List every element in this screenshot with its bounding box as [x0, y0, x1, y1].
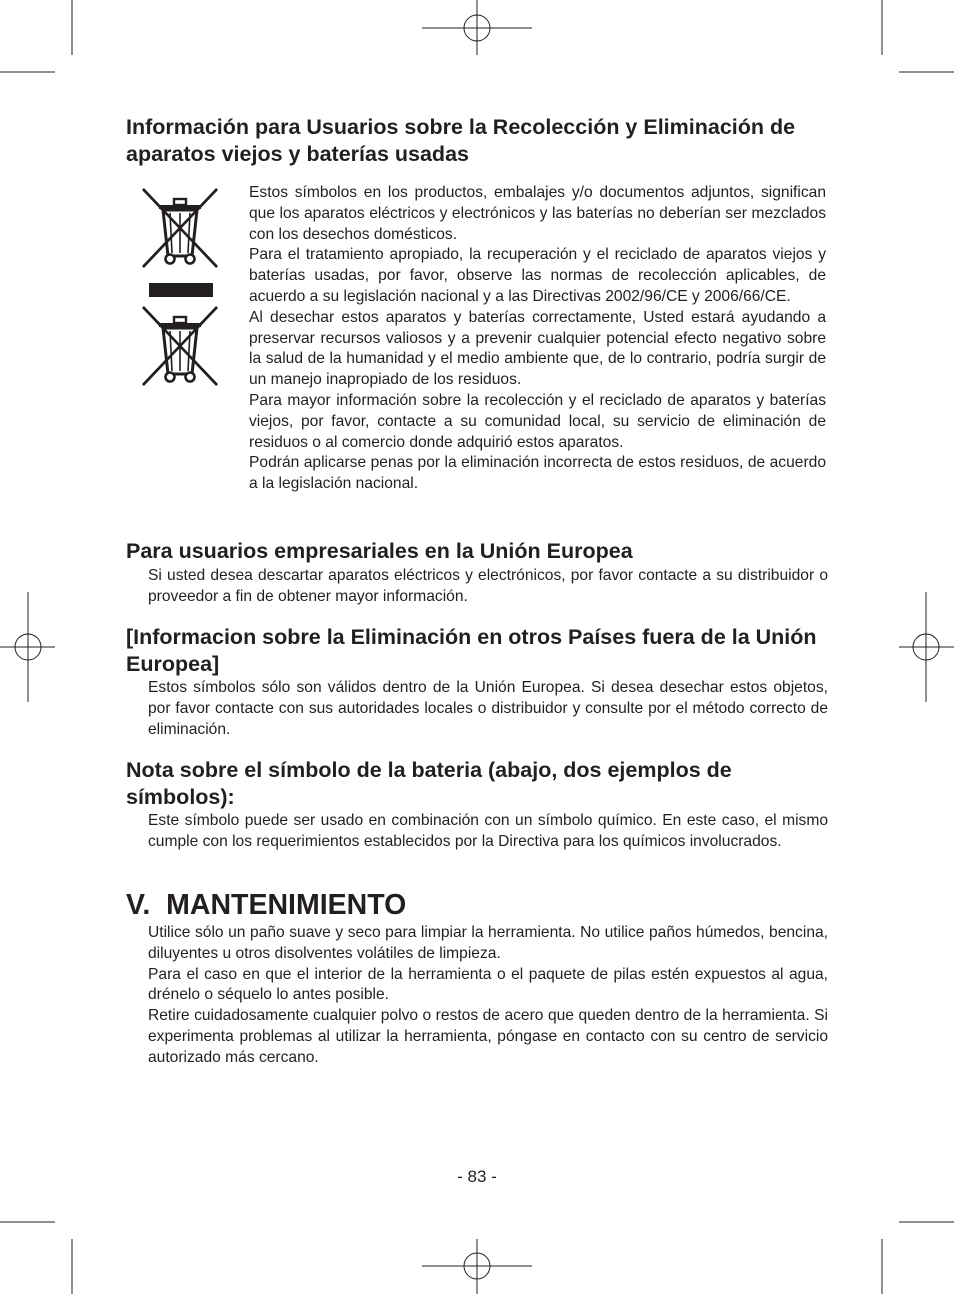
battery-note-heading: Nota sobre el símbolo de la bateria (abajo, dos ejemplos de símbolos):	[126, 758, 732, 809]
crossed-out-wheelie-bin-icon	[140, 304, 220, 388]
recycling-info-body	[249, 183, 826, 495]
business-users-body	[148, 566, 828, 608]
weee-symbols	[140, 186, 220, 392]
paragraph: Al desechar estos aparatos y baterías correctamente, Usted estará ayudando a preservar recursos valiosos y a prevenir cualquier potencial efecto negativo sobre la salud de la humanidad y el medio ambiente que, de lo contrario, podría surgir de un manejo inapropiado de los residuos.	[249, 308, 826, 389]
paragraph: Para el caso en que el interior de la herramienta o el paquete de pilas estén expuestos al agua, drénelo o séquelo lo antes posible.	[148, 965, 828, 1004]
paragraph: Podrán aplicarse penas por la eliminación incorrecta de estos residuos, de acuerdo a la legislación nacional.	[249, 454, 826, 493]
paragraph: Estos símbolos en los productos, embalajes y/o documentos adjuntos, significan que los aparatos eléctricos y electrónicos y las baterías no deberían ser mezclados con los desechos domésticos.	[249, 184, 826, 243]
maintenance-body	[148, 923, 828, 1069]
battery-note-body	[148, 811, 828, 853]
paragraph: Utilice sólo un paño suave y seco para limpiar la herramienta. No utilice paños húmedos, bencina, diluyentes u otros disolventes volátiles de limpieza.	[148, 924, 828, 962]
crossed-out-wheelie-bin-icon	[140, 186, 220, 270]
outside-eu-heading: [Informacion sobre la Eliminación en otros Países fuera de la Unión Europea]	[126, 625, 817, 676]
page-number: - 83 -	[457, 1167, 497, 1186]
paragraph: Estos símbolos sólo son válidos dentro de la Unión Europea. Si desea desechar estos objetos, por favor contacte con sus autoridades locales o distribuidor y consulte por el método correcto de eliminación.	[148, 679, 828, 738]
paragraph: Si usted desea descartar aparatos eléctricos y electrónicos, por favor contacte a su distribuidor o proveedor a fin de obtener mayor información.	[148, 567, 828, 605]
maintenance-heading: V. MANTENIMIENTO	[126, 889, 407, 921]
paragraph: Retire cuidadosamente cualquier polvo o restos de acero que queden dentro de la herramienta. Si experimenta problemas al utilizar la herramienta, póngase en contacto con su centro de servicio autorizado más cercano.	[148, 1007, 828, 1066]
paragraph: Este símbolo puede ser usado en combinación con un símbolo químico. En este caso, el mismo cumple con los requerimientos establecidos por la Directiva para los químicos involucrados.	[148, 812, 828, 850]
paragraph: Para mayor información sobre la recolección y el reciclado de aparatos y baterías viejos, por favor, contacte a su comunidad local, su servicio de eliminación de residuos o al comercio donde adquirió estos aparatos.	[249, 391, 826, 451]
outside-eu-body	[148, 678, 828, 740]
business-users-heading: Para usuarios empresariales en la Unión Europea	[126, 539, 633, 563]
solid-bar	[149, 283, 213, 297]
recycling-info-heading: Información para Usuarios sobre la Recolección y Eliminación de aparatos viejos y baterías usadas	[126, 115, 796, 166]
paragraph: Para el tratamiento apropiado, la recuperación y el reciclado de aparatos viejos y baterías usadas, por favor, observe las normas de recolección aplicables, de acuerdo a su legislación nacional y a las Directivas 2002/96/CE y 2006/66/CE.	[249, 246, 826, 305]
